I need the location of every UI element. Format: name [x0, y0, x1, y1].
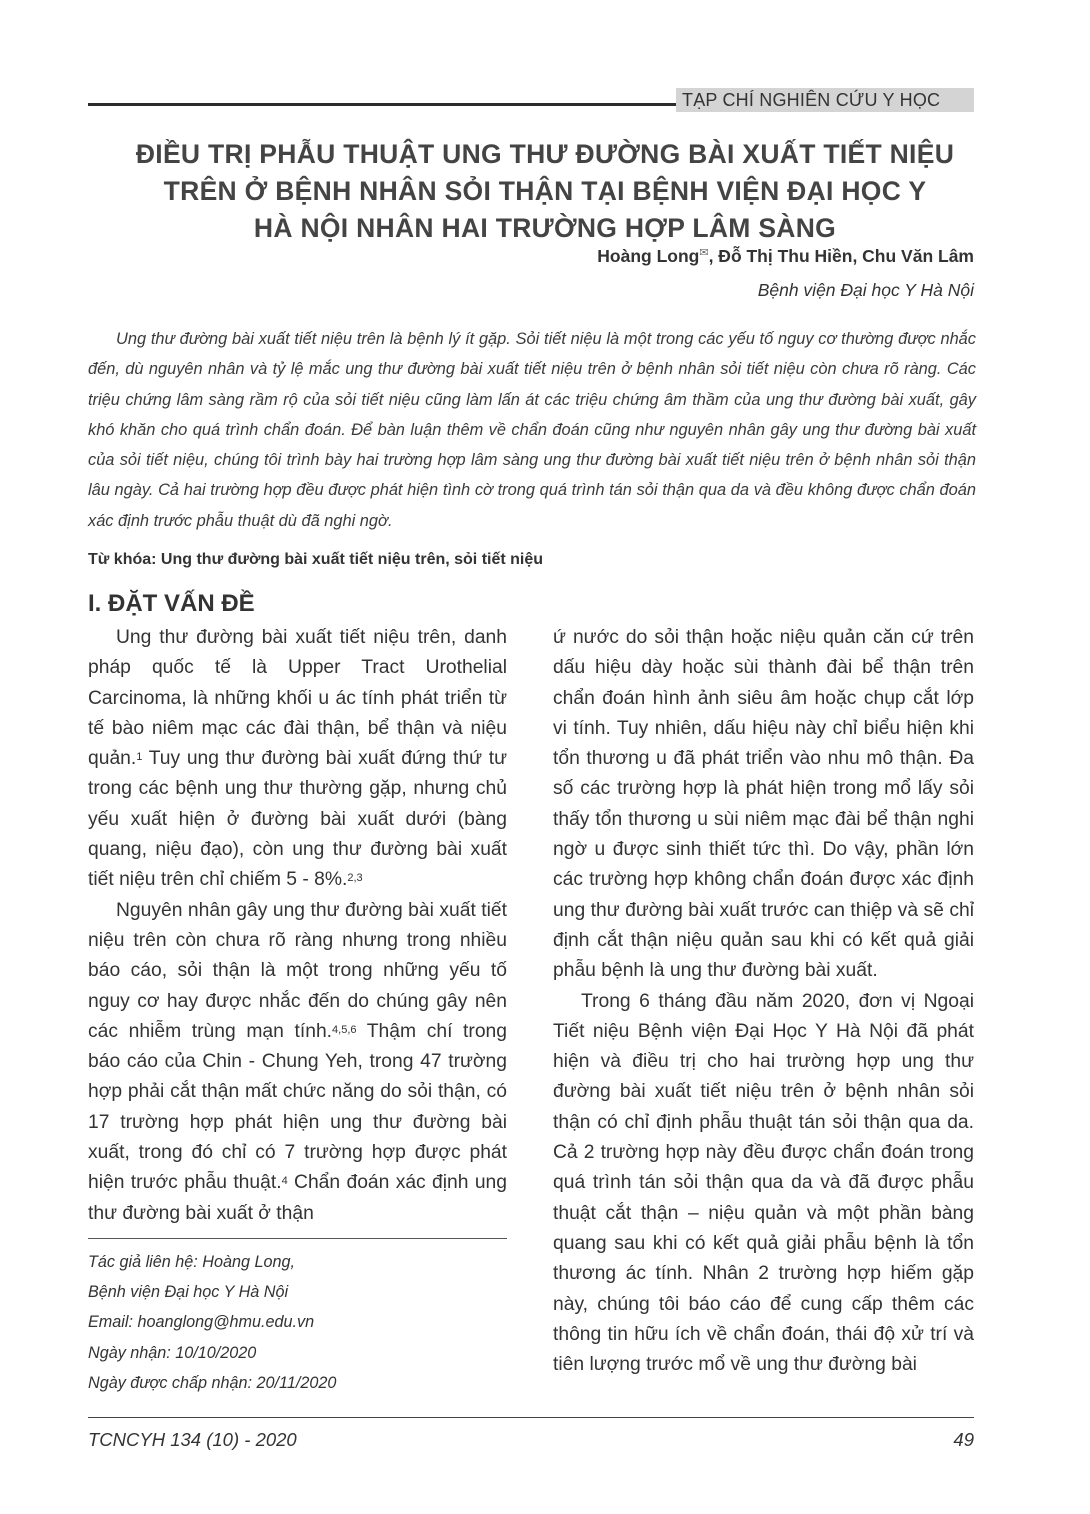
footnote-email: Email: hoanglong@hmu.edu.vn — [88, 1313, 315, 1332]
footnote-line: Ngày được chấp nhận: 20/11/2020 — [88, 1373, 337, 1392]
section-heading: I. ĐẶT VẤN ĐỀ — [88, 590, 255, 617]
footnote-line: Tác giả liên hệ: Hoàng Long, — [88, 1253, 295, 1271]
author-list — [597, 246, 974, 267]
paragraph: Trong 6 tháng đầu năm 2020, đơn vị Ngoại Tiết niệu Bệnh viện Đại Học Y Hà Nội đã phát hiện và điều trị cho hai trường hợp ung thư đường bài xuất tiết niệu trên ở bệnh nhân sỏi thận có chỉ định phẫu thuật tán sỏi thận qua da. Cả 2 trường hợp này đều được chẩn đoán trong quá trình tán sỏi thận qua da và đã được phẫu thuật cắt thận – niệu quản và một phần bàng quang sau khi có kết quả giải phẫu bệnh là tổn thương ác tính. Nhân 2 trường hợp hiếm gặp này, chúng tôi báo cáo để cung cấp thêm các thông tin hữu ích về chẩn đoán, thái độ xử trí và tiên lượng trước mổ về ung thư đường bài — [553, 990, 974, 1376]
footnote-rule — [88, 1238, 507, 1239]
co-authors: , Đỗ Thị Thu Hiền, Chu Văn Lâm — [708, 246, 974, 266]
footer-rule — [88, 1417, 974, 1418]
mail-icon: ✉ — [699, 247, 709, 259]
title-line: TRÊN Ở BỆNH NHÂN SỎI THẬN TẠI BỆNH VIỆN ĐẠI HỌC Y — [163, 176, 927, 206]
journal-name: TẠP CHÍ NGHIÊN CỨU Y HỌC — [676, 88, 974, 112]
page-number: 49 — [953, 1429, 974, 1450]
paragraph: Nguyên nhân gây ung thư đường bài xuất tiết niệu trên còn chưa rõ ràng nhưng trong nhiều báo cáo, sỏi thận là một trong những yếu tố nguy cơ hay được nhắc đến do chúng gây nên các nhiễm trùng mạn tính.$^{4,5,6}$ Thậm chí trong báo cáo của Chin - Chung Yeh, trong 47 trường hợp phải cắt thận mất chức năng do sỏi thận, có 17 trường hợp phát hiện ung thư đường bài xuất, trong đó chỉ có 7 trường hợp được phát hiện trước phẫu thuật.$^4$ Chẩn đoán xác định ung thư đường bài xuất ở thận — [88, 899, 508, 1224]
journal-citation: TCNCYH 134 (10) - 2020 — [88, 1429, 297, 1450]
title-line: HÀ NỘI NHÂN HAI TRƯỜNG HỢP LÂM SÀNG — [253, 213, 837, 243]
citation-ref: 4,5,6 — [332, 1023, 357, 1036]
right-column — [553, 623, 974, 1380]
footnote-line: Ngày nhận: 10/10/2020 — [88, 1343, 257, 1362]
header-rule — [88, 103, 688, 106]
keywords: Từ khóa: Ung thư đường bài xuất tiết niệu trên, sỏi tiết niệu — [88, 551, 544, 568]
corresponding-author: Hoàng Long — [597, 246, 700, 266]
affiliation: Bệnh viện Đại học Y Hà Nội — [757, 280, 974, 300]
footnotes — [88, 1247, 336, 1398]
footnote-line: Bệnh viện Đại học Y Hà Nội — [88, 1283, 289, 1302]
title-line: ĐIỀU TRỊ PHẪU THUẬT UNG THƯ ĐƯỜNG BÀI XUẤT TIẾT NIỆU — [135, 139, 955, 169]
paragraph: Ung thư đường bài xuất tiết niệu trên, danh pháp quốc tế là Upper Tract Urothelial Carcinoma, là những khối u ác tính phát triển từ tế bào niêm mạc các đài thận, bể thận và niệu quản.$^1$ Tuy ung thư đường bài xuất đứng thứ tư trong các bệnh ung thư thường gặp, nhưng chủ yếu xuất hiện ở đường bài xuất dưới (bàng quang, niệu đạo), còn ung thư đường bài xuất tiết niệu trên chỉ chiếm 5 - 8%.$^{2,3}$ — [88, 627, 507, 891]
citation-ref: 2,3 — [347, 872, 363, 885]
left-column — [88, 623, 507, 1229]
paragraph: ứ nước do sỏi thận hoặc niệu quản căn cứ trên dấu hiệu dày hoặc sùi thành đài bể thận trên chẩn đoán hình ảnh siêu âm hoặc chụp cắt lớp vi tính. Tuy nhiên, dấu hiệu này chỉ biểu hiện khi tổn thương u đã phát triển vào nhu mô thận. Đa số các trường hợp là phát hiện trong mổ lấy sỏi thấy tổn thương u sùi niêm mạc đài bể thận nghi ngờ u được sinh thiết tức thì. Do vậy, phần lớn các trường hợp không chẩn đoán được xác định ung thư đường bài xuất trước can thiệp và sẽ chỉ định cắt thận niệu quản sau khi có kết quả giải phẫu bệnh là ung thư đường bài xuất. — [553, 627, 974, 982]
article-title — [70, 136, 1020, 247]
abstract: Ung thư đường bài xuất tiết niệu trên là bệnh lý ít gặp. Sỏi tiết niệu là một trong các yếu tố nguy cơ thường được nhắc đến, dù nguyên nhân và tỷ lệ mắc ung thư đường bài xuất tiết niệu trên ở bệnh nhân sỏi tiết niệu còn chưa rõ ràng. Các triệu chứng lâm sàng rầm rộ của sỏi tiết niệu cũng làm lấn át các triệu chứng âm thầm của ung thư đường bài xuất, gây khó khăn cho quá trình chẩn đoán. Để bàn luận thêm về chẩn đoán cũng như nguyên nhân gây ung thư đường bài xuất của sỏi tiết niệu, chúng tôi trình bày hai trường hợp lâm sàng ung thư đường bài xuất tiết niệu trên ở bệnh nhân sỏi thận lâu ngày. Cả hai trường hợp đều được phát hiện tình cờ trong quá trình tán sỏi thận qua da và đều không được chẩn đoán xác định trước phẫu thuật dù đã nghi ngờ. — [88, 330, 976, 530]
citation-ref: 4 — [281, 1175, 288, 1188]
citation-ref: 1 — [136, 751, 143, 764]
